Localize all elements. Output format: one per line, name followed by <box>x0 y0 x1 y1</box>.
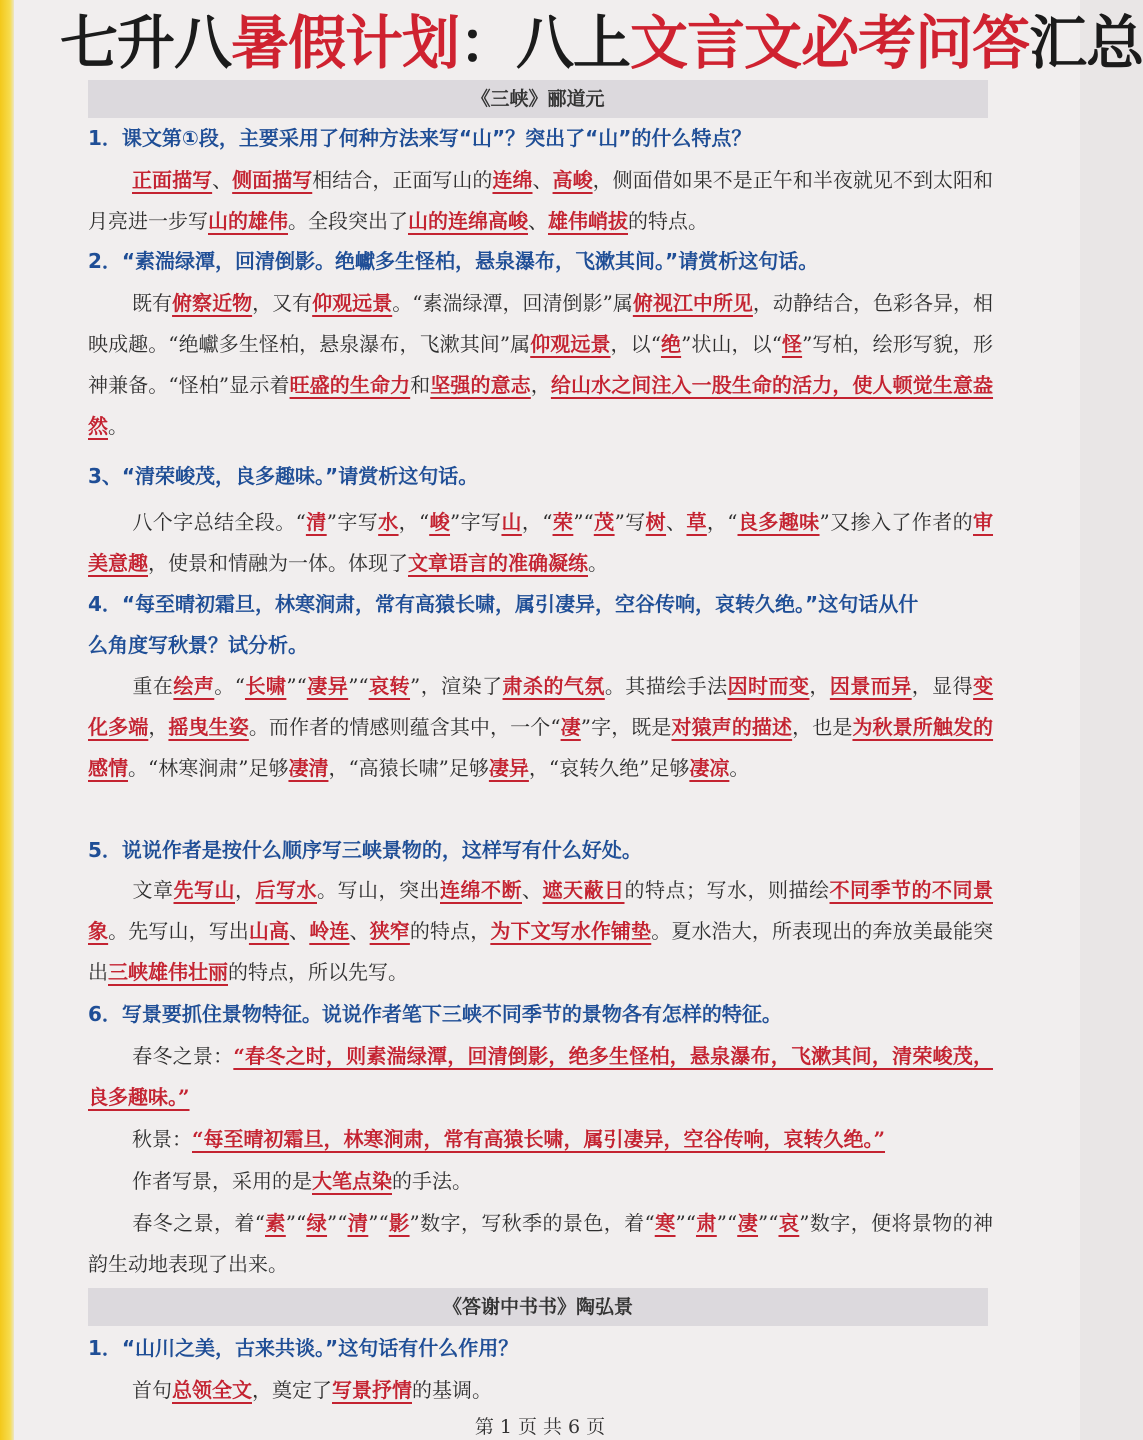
answer-text: 、 <box>212 168 233 192</box>
key-phrase: 绘声 <box>173 674 215 698</box>
key-phrase: 大笔点染 <box>312 1169 392 1193</box>
key-phrase: 凄凉 <box>689 756 730 780</box>
answer-text: ， <box>235 878 256 902</box>
key-phrase: 绿 <box>306 1211 328 1235</box>
answer-text: 。全段突出了 <box>288 209 408 233</box>
answer-text: 八个字总结全段。“ <box>132 510 306 534</box>
answer-text: 相结合，正面写山的 <box>312 168 493 192</box>
answer-text: ”“ <box>285 1211 307 1235</box>
key-phrase: 正面描写 <box>132 168 213 192</box>
answer-text: ，使景和情融为一体。体现了 <box>148 551 408 575</box>
key-phrase: 连绵不断 <box>440 878 522 902</box>
key-phrase: 肃杀的气氛 <box>502 674 605 698</box>
question-2: 2．“素湍绿潭，回清倒影。绝巘多生怪柏，悬泉瀑布，飞漱其间。”请赏析这句话。 <box>88 249 819 273</box>
key-phrase: 高峻 <box>552 168 593 192</box>
key-phrase: 长啸 <box>244 674 287 698</box>
key-phrase: 狭窄 <box>369 919 410 943</box>
answer-text: 作者写景，采用的是 <box>132 1169 312 1193</box>
key-phrase: 清 <box>305 510 327 534</box>
answer-text: 春冬之景，着“ <box>132 1211 265 1235</box>
answer-text: 、 <box>522 878 543 902</box>
key-phrase: 水 <box>378 510 399 534</box>
answer-text: ”字，既是 <box>580 715 672 739</box>
section2-answer-1 <box>88 1370 993 1411</box>
answer-text: ”写 <box>614 510 646 534</box>
answer-6-words <box>88 1203 993 1285</box>
answer-text: ”，渲染了 <box>410 674 503 698</box>
answer-text: ”字写 <box>450 510 502 534</box>
key-phrase: 文章语言的准确凝练 <box>408 551 588 575</box>
answer-5 <box>88 870 993 993</box>
key-phrase: 凄清 <box>288 756 329 780</box>
question-4: 4．“每至晴初霜旦，林寒涧肃，常有高猿长啸，属引凄异，空谷传响，哀转久绝。”这句话从什 么角度写秋景？试分析。 <box>88 592 919 657</box>
key-phrase: 山的雄伟 <box>208 209 288 233</box>
key-phrase: 因景而异 <box>829 674 912 698</box>
key-phrase: 审美意趣 <box>88 510 994 575</box>
key-phrase: 为下文写水作铺垫 <box>490 919 652 943</box>
key-phrase: 三峡雄伟壮丽 <box>108 960 228 984</box>
answer-text: 、 <box>666 510 687 534</box>
answer-text: ”“ <box>348 674 369 698</box>
answer-text: ”“ <box>716 1211 738 1235</box>
answer-text: ”“ <box>286 674 307 698</box>
answer-text: ， <box>809 674 830 698</box>
key-phrase: 凄异 <box>306 674 349 698</box>
answer-1 <box>88 160 993 242</box>
answer-text: ， <box>148 715 169 739</box>
answer-6-autumn <box>88 1119 993 1160</box>
key-phrase: 草 <box>686 510 707 534</box>
key-phrase: “每至晴初霜旦，林寒涧肃，常有高猿长啸，属引凄异，空谷传响，哀转久绝。” <box>192 1127 886 1151</box>
key-phrase: 凄异 <box>488 756 529 780</box>
key-phrase: 山高 <box>248 919 290 943</box>
answer-text: 。写山，突出 <box>317 878 440 902</box>
answer-text: 的特点；写水，则描绘 <box>624 878 830 902</box>
answer-text: ”数字，便将景物的神韵生动地表现了出来。 <box>88 1211 994 1276</box>
key-phrase: 素 <box>265 1211 286 1235</box>
answer-text: ”“ <box>368 1211 389 1235</box>
key-phrase: 岭连 <box>309 919 350 943</box>
key-phrase: 对猿声的描述 <box>671 715 793 739</box>
key-phrase: 总领全文 <box>172 1378 252 1402</box>
answer-text: ， <box>530 373 551 397</box>
answer-text: ”状山，以“ <box>681 332 782 356</box>
key-phrase: 怪 <box>781 332 803 356</box>
key-phrase: 清 <box>347 1211 369 1235</box>
answer-text: 首句 <box>132 1378 172 1402</box>
answer-text: ，显得 <box>911 674 974 698</box>
answer-text: 。“素湍绿潭，回清倒影”属 <box>392 291 633 315</box>
answer-3 <box>88 502 993 584</box>
key-phrase: 茂 <box>593 510 615 534</box>
answer-text: 的特点，所以先写。 <box>228 960 408 984</box>
answer-text: 、 <box>349 919 370 943</box>
answer-text: 。 <box>588 551 608 575</box>
key-phrase: 因时而变 <box>727 674 810 698</box>
answer-text: ”数字，写秋季的景色，着“ <box>409 1211 655 1235</box>
key-phrase: 凄 <box>737 1211 759 1235</box>
page-number: 第 1 页 共 6 页 <box>474 1416 606 1438</box>
key-phrase: 连绵 <box>492 168 533 192</box>
key-phrase: 寒 <box>654 1211 676 1235</box>
key-phrase: 先写山 <box>173 878 235 902</box>
key-phrase: 遮天蔽日 <box>542 878 625 902</box>
answer-text: 。 <box>108 414 128 438</box>
answer-text: 的特点。 <box>628 209 708 233</box>
section-heading-daxie: 《答谢中书书》陶弘景 <box>88 1288 988 1326</box>
question-3: 3、“清荣峻茂，良多趣味。”请赏析这句话。 <box>88 464 479 488</box>
key-phrase: 哀 <box>778 1211 800 1235</box>
answer-text: 既有 <box>132 291 173 315</box>
question-5: 5．说说作者是按什么顺序写三峡景物的，这样写有什么好处。 <box>88 838 642 862</box>
book-edge <box>0 0 14 1440</box>
answer-text: 和 <box>410 373 431 397</box>
answer-text: ”写柏，绘形写貌，形神兼备。“怪柏”显示着 <box>88 332 994 397</box>
answer-text: 重在 <box>132 674 174 698</box>
key-phrase: 不同季节的不同景象 <box>88 878 993 943</box>
key-phrase: 山的连绵高峻 <box>408 209 528 233</box>
answer-text: ，侧面借如果不是正午和半夜就见不到太阳和月亮进一步写 <box>88 168 994 233</box>
main-title: 七升八暑假计划：八上文言文必考问答汇总 <box>60 9 1143 77</box>
answer-text: 。先写山，写出 <box>108 919 249 943</box>
key-phrase: 仰观远景 <box>530 332 611 356</box>
key-phrase: 给山水之间注入一股生命的活力，使人顿觉生意盎然 <box>88 373 994 438</box>
answer-4 <box>88 666 993 789</box>
answer-text: 。“林寒涧肃”足够 <box>128 756 289 780</box>
key-phrase: 凄 <box>560 715 581 739</box>
key-phrase: 俯视江中所见 <box>632 291 753 315</box>
answer-text: ，也是 <box>792 715 853 739</box>
key-phrase: “春冬之时，则素湍绿潭，回清倒影，绝多生怪柏，悬泉瀑布，飞漱其间，清荣峻茂，良多趣味。” <box>88 1044 993 1109</box>
key-phrase: 后写水 <box>255 878 317 902</box>
answer-text: ，“ <box>398 510 430 534</box>
answer-text: 的基调。 <box>412 1378 492 1402</box>
key-phrase: 俯察近物 <box>172 291 253 315</box>
answer-text: 。“ <box>214 674 245 698</box>
answer-text: ，“哀转久绝”足够 <box>528 756 690 780</box>
key-phrase: 树 <box>645 510 667 534</box>
answer-text: ，“高猿长啸”足够 <box>328 756 489 780</box>
key-phrase: 坚强的意志 <box>430 373 531 397</box>
answer-text: ”“ <box>675 1211 696 1235</box>
question-6: 6．写景要抓住景物特征。说说作者笔下三峡不同季节的景物各有怎样的特征。 <box>88 1002 782 1026</box>
section2-question-1: 1．“山川之美，古来共谈。”这句话有什么作用？ <box>88 1336 519 1360</box>
answer-6-technique <box>88 1161 993 1202</box>
key-phrase: 荣 <box>552 510 574 534</box>
answer-text: ，奠定了 <box>252 1378 332 1402</box>
answer-text: ，“ <box>521 510 553 534</box>
answer-text: ”“ <box>327 1211 348 1235</box>
key-phrase: 侧面描写 <box>232 168 313 192</box>
answer-text: 。其描绘手法 <box>604 674 728 698</box>
answer-text: 。而作者的情感则蕴含其中，一个“ <box>248 715 561 739</box>
answer-text: ，动静结合，色彩各异，相映成趣。“绝巘多生怪柏，悬泉瀑布，飞漱其间”属 <box>88 291 994 356</box>
answer-text: ”又掺入了作者的 <box>819 510 974 534</box>
key-phrase: 肃 <box>695 1211 717 1235</box>
key-phrase: 哀转 <box>368 674 411 698</box>
key-phrase: 摇曳生姿 <box>168 715 249 739</box>
answer-text: 、 <box>532 168 553 192</box>
key-phrase: 绝 <box>660 332 682 356</box>
key-phrase: 旺盛的生命力 <box>289 373 411 397</box>
answer-text: ”“ <box>573 510 594 534</box>
answer-2 <box>88 283 993 447</box>
key-phrase: 为秋景所触发的感情 <box>88 715 994 780</box>
answer-text: 秋景： <box>132 1127 192 1151</box>
answer-text: ，又有 <box>252 291 313 315</box>
answer-text: 文章 <box>132 878 174 902</box>
key-phrase: 写景抒情 <box>332 1378 412 1402</box>
key-phrase: 良多趣味 <box>737 510 820 534</box>
key-phrase: 仰观远景 <box>312 291 393 315</box>
answer-text: 、 <box>528 209 548 233</box>
answer-text: 、 <box>289 919 310 943</box>
answer-text: 春冬之景： <box>132 1044 234 1068</box>
answer-text: ，以“ <box>610 332 661 356</box>
key-phrase: 峻 <box>429 510 451 534</box>
answer-text: ”“ <box>758 1211 779 1235</box>
answer-text: 。 <box>729 756 750 780</box>
answer-text: 的特点， <box>409 919 491 943</box>
answer-text: ，“ <box>706 510 738 534</box>
key-phrase: 变化多端 <box>88 674 994 739</box>
answer-text: ”字写 <box>326 510 379 534</box>
key-phrase: 山 <box>501 510 522 534</box>
key-phrase: 雄伟峭拔 <box>548 209 628 233</box>
key-phrase: 影 <box>388 1211 410 1235</box>
answer-6-spring-winter <box>88 1036 993 1118</box>
section-heading-sanxia: 《三峡》郦道元 <box>88 80 988 118</box>
answer-text: 的手法。 <box>392 1169 472 1193</box>
question-1: 1．课文第①段，主要采用了何种方法来写“山”？突出了“山”的什么特点？ <box>88 126 752 150</box>
answer-text: 。夏水浩大，所表现出的奔放美最能突出 <box>88 919 994 984</box>
